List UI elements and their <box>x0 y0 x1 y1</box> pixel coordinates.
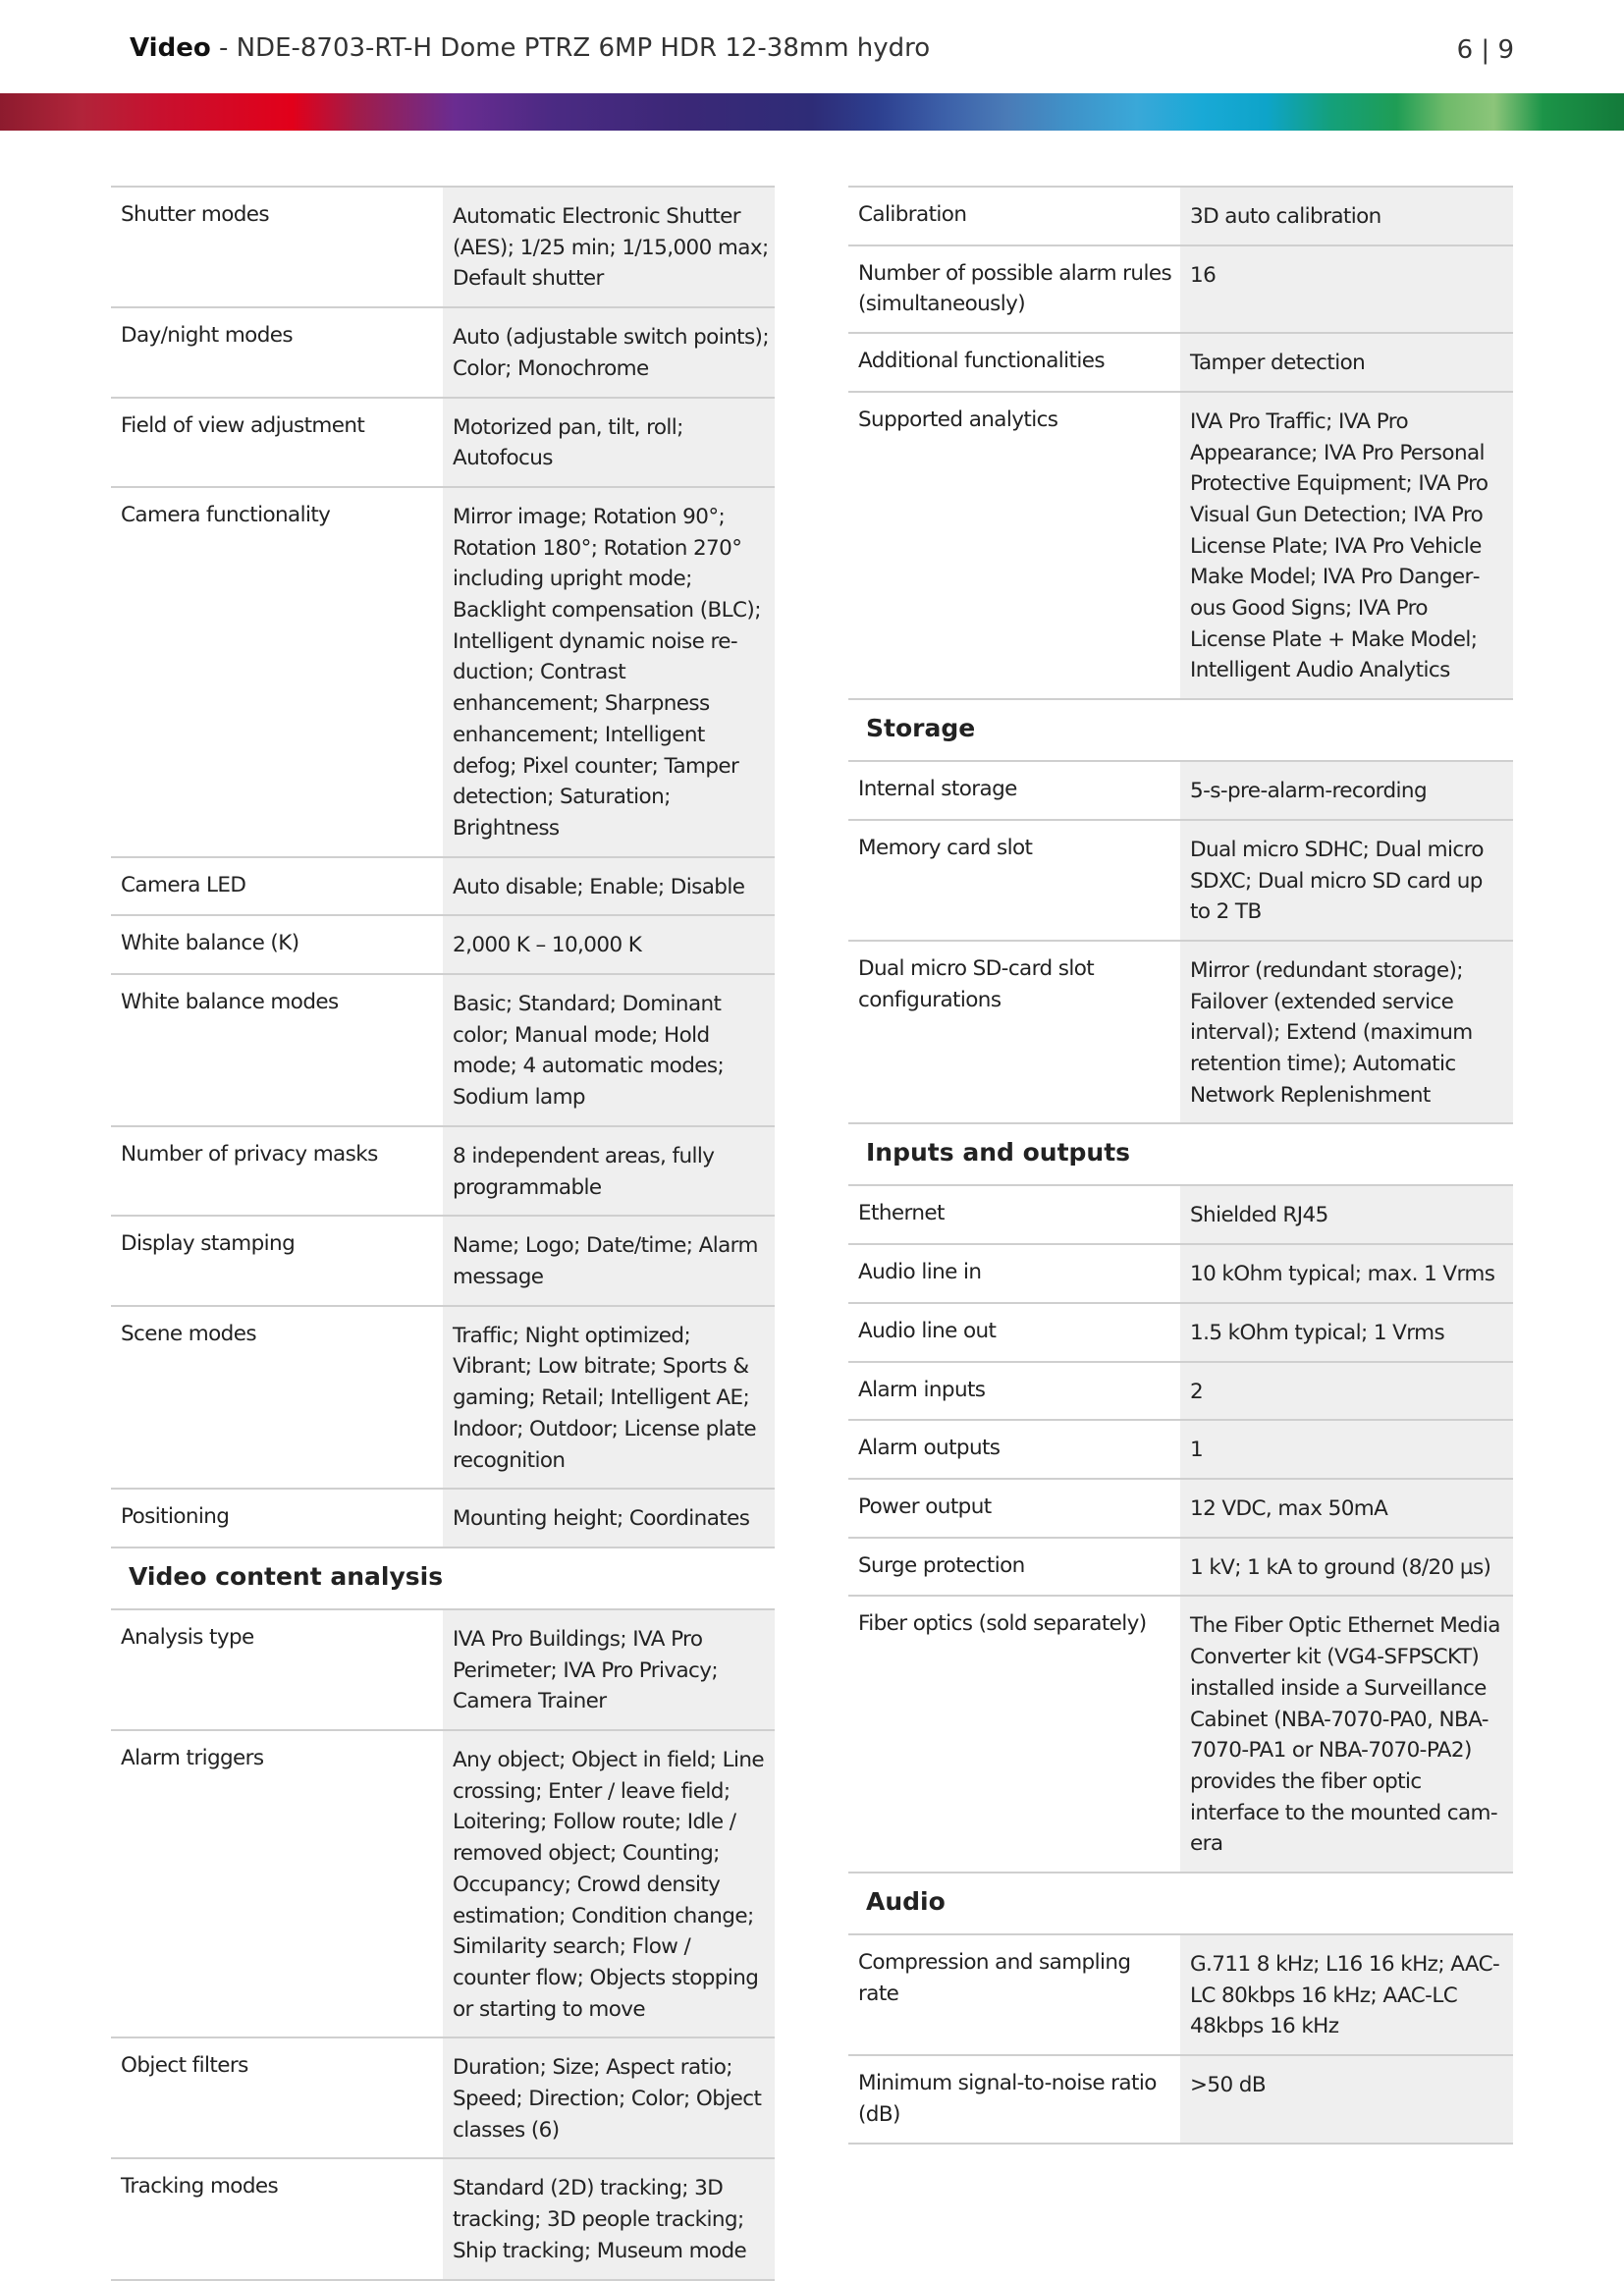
spec-row <box>848 2054 1513 2142</box>
spec-label: Ethernet <box>858 1201 945 1226</box>
spec-value: Traffic; Night optimized; Vibrant; Low bitrate; Sports & gaming; Retail; Intelligent AE; Indoor; Outdoor; License plate recognition <box>443 1307 775 1489</box>
spec-label: Memory card slot <box>858 835 1033 860</box>
section-heading-storage: Storage <box>848 698 1513 760</box>
spec-table-storage <box>848 760 1513 1122</box>
spec-label: White balance (K) <box>121 931 299 956</box>
table-end-rule <box>848 2143 1513 2145</box>
spec-row <box>111 186 775 306</box>
section-heading-vca: Video content analysis <box>111 1547 775 1608</box>
spec-row <box>848 819 1513 940</box>
spec-label: Camera functionality <box>121 502 331 527</box>
spec-value: 1.5 kOhm typical; 1 Vrms <box>1180 1304 1513 1361</box>
spec-row <box>111 1305 775 1489</box>
spec-row <box>848 186 1513 244</box>
spec-label: Shutter modes <box>121 202 270 227</box>
spec-row <box>848 1537 1513 1596</box>
spec-value: Mounting height; Coordinates <box>443 1490 775 1547</box>
spec-row <box>848 940 1513 1123</box>
spec-value: 12 VDC, max 50mA <box>1180 1480 1513 1537</box>
spec-value: 1 kV; 1 kA to ground (8/20 µs) <box>1180 1539 1513 1596</box>
spec-label: Positioning <box>121 1504 230 1530</box>
spec-label: Camera LED <box>121 872 246 897</box>
spec-value: 2,000 K – 10,000 K <box>443 916 775 973</box>
left-spec-column <box>111 186 775 2281</box>
spec-value: Shielded RJ45 <box>1180 1186 1513 1243</box>
spec-row <box>848 1302 1513 1361</box>
spec-row <box>848 244 1513 332</box>
spec-value: 3D auto calibration <box>1180 188 1513 244</box>
spec-value: 2 <box>1180 1363 1513 1420</box>
spec-value: Basic; Standard; Dominant color; Manual mode; Hold mode; 4 automatic modes; Sodium lamp <box>443 975 775 1125</box>
section-heading-audio: Audio <box>848 1872 1513 1933</box>
spec-value: Mirror image; Rotation 90°; Rotation 180°; Rotation 270° including upright mode; Backlight compensation (BLC); Intelligent dynamic noise reduction; Contrast enhancement; Sharpness enhancement; Intelligent defog; Pixel counter; Tamper detection; Saturation; Brightness <box>443 488 775 856</box>
document-title <box>130 33 930 63</box>
spec-table-io <box>848 1184 1513 1872</box>
spec-row <box>111 973 775 1125</box>
section-name: Video <box>130 33 211 63</box>
spec-value: The Fiber Optic Ethernet Media Converter kit (VG4-SFPSCKT) installed inside a Surveillance Cabinet (NBA-7070-PA0, NBA-7070-PA1 or NBA-7070-PA2) provides the fiber optic interface to the mounted camera <box>1180 1597 1513 1872</box>
spec-label: Number of privacy masks <box>121 1141 378 1167</box>
page-number: 6 | 9 <box>1456 35 1514 65</box>
spec-label: Minimum signal-to-noise ratio (dB) <box>858 2071 1157 2127</box>
spec-label: Supported analytics <box>858 407 1058 432</box>
spec-label: Audio line out <box>858 1318 997 1343</box>
right-spec-column <box>848 186 1513 2145</box>
table-end-rule <box>111 2279 775 2281</box>
spec-label: Compression and sampling rate <box>858 1950 1131 2006</box>
spec-label: Power output <box>858 1494 992 1519</box>
spec-row <box>111 486 775 856</box>
spec-value: 10 kOhm typical; max. 1 Vrms <box>1180 1245 1513 1302</box>
spec-label: Alarm outputs <box>858 1436 1001 1461</box>
page-header <box>130 33 1514 73</box>
spec-row <box>848 1595 1513 1872</box>
spec-value: Tamper detection <box>1180 334 1513 391</box>
spec-value: G.711 8 kHz; L16 16 kHz; AAC-LC 80kbps 16 kHz; AAC-LC 48kbps 16 kHz <box>1180 1935 1513 2054</box>
spec-label: Object filters <box>121 2053 248 2079</box>
spec-value: Auto disable; Enable; Disable <box>443 858 775 915</box>
spec-value: 5-s-pre-alarm-recording <box>1180 762 1513 819</box>
spec-value: Any object; Object in field; Line crossing; Enter / leave field; Loitering; Follow route; Idle / removed object; Counting; Occupancy; Crowd density estimation; Condition change; Similarity search; Flow / counter flow; Objects stopping or starting to move <box>443 1731 775 2037</box>
spec-value: Duration; Size; Aspect ratio; Speed; Direction; Color; Object classes (6) <box>443 2038 775 2157</box>
spec-value: Mirror (redundant storage); Failover (extended service interval); Extend (maximum retention time); Automatic Network Replenishment <box>1180 942 1513 1123</box>
spec-row <box>111 914 775 973</box>
spec-label: Internal storage <box>858 777 1017 802</box>
spec-row <box>848 760 1513 819</box>
spec-row <box>111 306 775 396</box>
spec-row <box>848 391 1513 698</box>
spec-label: Audio line in <box>858 1260 982 1285</box>
spec-row <box>848 1933 1513 2054</box>
brand-color-bar <box>0 93 1624 131</box>
spec-table-audio <box>848 1933 1513 2143</box>
spec-table-vca-cont <box>848 186 1513 698</box>
spec-row <box>111 1215 775 1304</box>
spec-value: Name; Logo; Date/time; Alarm message <box>443 1217 775 1304</box>
spec-row <box>848 1478 1513 1537</box>
spec-row <box>848 1184 1513 1243</box>
spec-label: Display stamping <box>121 1231 296 1257</box>
spec-value: Auto (adjustable switch points); Color; Monochrome <box>443 308 775 396</box>
spec-label: Fiber optics (sold separately) <box>858 1611 1147 1637</box>
product-name: - NDE-8703-RT-H Dome PTRZ 6MP HDR 12-38mm hydro <box>210 33 931 63</box>
spec-label: Scene modes <box>121 1321 256 1346</box>
spec-value: 16 <box>1180 246 1513 332</box>
spec-row <box>848 1419 1513 1478</box>
spec-table-video <box>111 186 775 1547</box>
spec-value: >50 dB <box>1180 2056 1513 2142</box>
spec-value: IVA Pro Traffic; IVA Pro Appearance; IVA Pro Personal Protective Equipment; IVA Pro Visual Gun Detection; IVA Pro License Plate; IVA Pro Vehicle Make Model; IVA Pro Dangerous Good Signs; IVA Pro License Plate + Make Model; Intelligent Audio Analytics <box>1180 393 1513 698</box>
spec-table-vca <box>111 1608 775 2279</box>
spec-label: Analysis type <box>121 1624 254 1650</box>
spec-row <box>111 397 775 486</box>
spec-label: Number of possible alarm rules (simultaneously) <box>858 260 1172 317</box>
spec-row <box>111 1729 775 2037</box>
spec-row <box>848 1243 1513 1302</box>
spec-row <box>111 1608 775 1729</box>
spec-row <box>848 332 1513 391</box>
spec-label: Tracking modes <box>121 2174 279 2200</box>
spec-row <box>111 1125 775 1215</box>
spec-row <box>111 856 775 915</box>
spec-row <box>848 1361 1513 1420</box>
spec-value: IVA Pro Buildings; IVA Pro Perimeter; IVA Pro Privacy; Camera Trainer <box>443 1610 775 1729</box>
spec-label: Dual micro SD-card slot configurations <box>858 955 1095 1012</box>
spec-row <box>111 2037 775 2157</box>
spec-value: 1 <box>1180 1421 1513 1478</box>
spec-row <box>111 2157 775 2278</box>
section-heading-io: Inputs and outputs <box>848 1122 1513 1184</box>
spec-label: Calibration <box>858 202 967 227</box>
spec-value: Motorized pan, tilt, roll; Autofocus <box>443 399 775 486</box>
spec-value: Dual micro SDHC; Dual micro SDXC; Dual micro SD card up to 2 TB <box>1180 821 1513 940</box>
spec-value: Standard (2D) tracking; 3D tracking; 3D people tracking; Ship tracking; Museum mode <box>443 2159 775 2278</box>
spec-label: Field of view adjustment <box>121 412 365 438</box>
spec-label: Additional functionalities <box>858 349 1105 374</box>
spec-label: Day/night modes <box>121 323 294 349</box>
spec-value: Automatic Electronic Shutter (AES); 1/25 min; 1/15,000 max; Default shutter <box>443 188 775 306</box>
spec-label: Alarm triggers <box>121 1746 264 1771</box>
spec-label: Surge protection <box>858 1552 1025 1578</box>
spec-row <box>111 1488 775 1547</box>
spec-value: 8 independent areas, fully programmable <box>443 1127 775 1215</box>
spec-label: White balance modes <box>121 990 339 1015</box>
spec-label: Alarm inputs <box>858 1377 986 1402</box>
